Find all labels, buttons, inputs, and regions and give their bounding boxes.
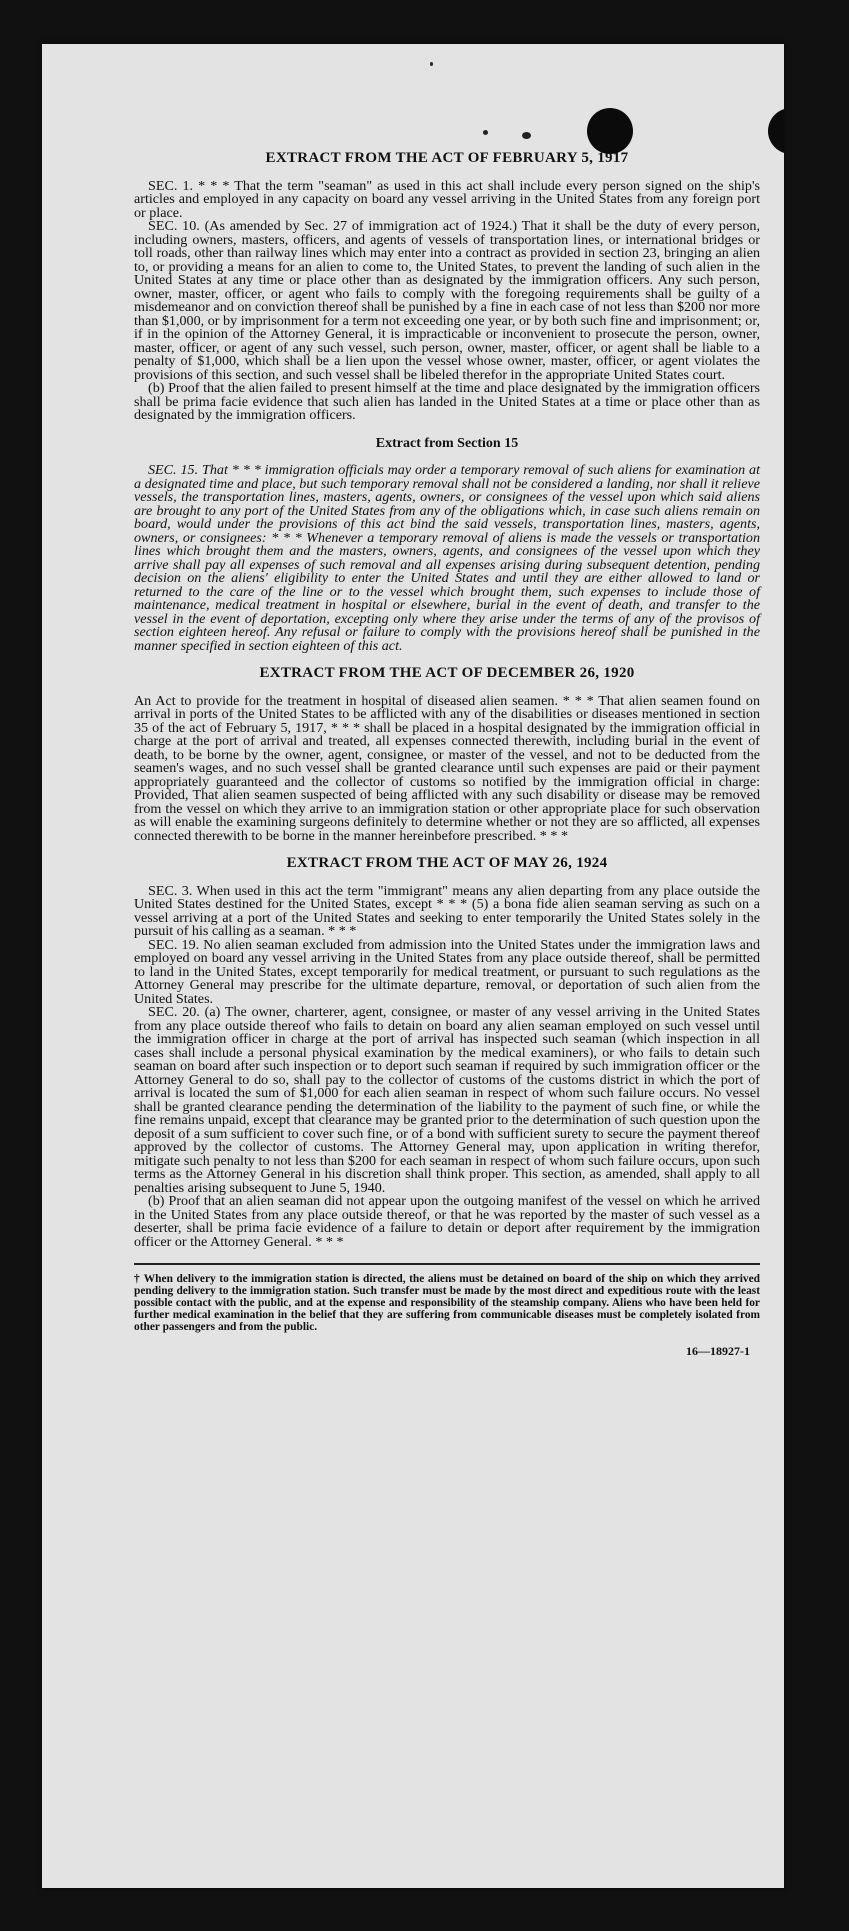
section-heading: EXTRACT FROM THE ACT OF MAY 26, 1924 bbox=[286, 855, 608, 871]
footnote-divider bbox=[134, 1263, 760, 1265]
ink-speck bbox=[522, 132, 531, 139]
paragraph: (b) Proof that the alien failed to present himself at the time and place designated by the immigration officers shall be prima facie evidence that such alien has landed in the United States at a time or place other than as designated by the immigration officers. bbox=[134, 380, 760, 423]
form-number: 16—18927-1 bbox=[686, 1344, 750, 1358]
section-act-1917 bbox=[134, 152, 760, 423]
section-15-extract bbox=[134, 437, 760, 654]
section-heading: EXTRACT FROM THE ACT OF DECEMBER 26, 1920 bbox=[259, 665, 635, 681]
paragraph: SEC. 1. * * * That the term "seaman" as used in this act shall include every person signed on the ship's articles and employed in any capacity on board any vessel arriving in the United States from any foreign port or place. bbox=[134, 177, 760, 221]
section-act-1924 bbox=[134, 857, 760, 1249]
document-body bbox=[134, 152, 760, 1359]
ink-speck bbox=[430, 62, 433, 66]
section-heading: EXTRACT FROM THE ACT OF FEBRUARY 5, 1917 bbox=[265, 150, 629, 166]
punch-hole-right bbox=[768, 108, 784, 154]
paragraph: SEC. 3. When used in this act the term "immigrant" means any alien departing from any place outside the United States destined for the United States, except * * * (5) a bona fide alien seaman serving as such on a vessel arriving at a port of the United States and seeking to enter temporarily the United States solely in the pursuit of his calling as a seaman. * * * bbox=[134, 882, 760, 939]
punch-hole-left bbox=[587, 108, 633, 154]
paragraph: An Act to provide for the treatment in hospital of diseased alien seamen. * * * That alien seamen found on arrival in ports of the United States to be afflicted with any of the disabilities or diseases mentioned in section 35 of the act of February 5, 1917, * * * shall be placed in a hospital designated by the immigration official in charge at the port of arrival and treated, all expenses connected therewith, including burial in the event of death, to be borne by the owner, agent, consignee, or master of the vessel, and not to be deducted from the seamen's wages, and no such vessel shall be granted clearance until such expenses are paid or their payment appropriately guaranteed and the collector of customs so notified by the immigration official in charge: Provided, That alien seamen suspected of being afflicted with any such disability or disease may be removed from the vessel on which they arrive to an immigration station or other appropriate place for such observation as will enable the examining surgeons definitely to determine whether or not they are so afflicted, all expenses connected therewith to be borne in the manner hereinbefore prescribed. * * * bbox=[134, 692, 760, 844]
paragraph: SEC. 19. No alien seaman excluded from admission into the United States under the immigration laws and employed on board any vessel arriving in the United States from any place outside thereof, shall be permitted to land in the United States, except temporarily for medical treatment, or pursuant to such regulations as the Attorney General may prescribe for the ultimate departure, removal, or deportation of such alien from the United States. bbox=[134, 936, 760, 1007]
footnote: † When delivery to the immigration station is directed, the aliens must be detained on board of the ship on which they arrived pending delivery to the immigration station. Such transfer must be made by the most direct and expeditious route with the least possible contact with the public, and at the expense and responsibility of the steamship company. Aliens who have been held for further medical examination in the belief that they are suffering from communicable diseases must be completely isolated from other passengers and from the public. bbox=[134, 1273, 760, 1333]
paragraph: SEC. 20. (a) The owner, charterer, agent, consignee, or master of any vessel arriving in the United States from any place outside thereof who fails to detain on board any alien seaman employed on such vessel until the immigration officer in charge at the port of arrival has inspected such seaman (which inspection in all cases shall include a personal physical examination by the medical examiners), or who fails to detain such seaman on board after such inspection or to deport such seaman if required by such immigration officer or the Attorney General to do so, shall pay to the collector of customs of the customs district in which the port of arrival is located the sum of $1,000 for each alien seaman in respect of whom such failure occurs. No vessel shall be granted clearance pending the determination of the liability to the payment of such fine, or while the fine remains unpaid, except that clearance may be granted prior to the determination of such question upon the deposit of a sum sufficient to cover such fine, or of a bond with sufficient surety to secure the payment thereof approved by the collector of customs. The Attorney General may, upon application in writing therefor, mitigate such penalty to not less than $200 for each seaman in respect of whom such failure occurs, upon such terms as the Attorney General in his discretion shall think proper. This section, as amended, shall apply to all penalties arising subsequent to June 5, 1940. bbox=[134, 1004, 760, 1196]
paragraph: SEC. 15. That * * * immigration officials may order a temporary removal of such aliens for examination at a designated time and place, but such temporary removal shall not be considered a landing, nor shall it relieve vessels, the transportation lines, masters, agents, owners, or consignees of the vessel upon which said aliens are brought to any port of the United States from any of the obligations which, in case such aliens remain on board, would under the provisions of this act bind the said vessels, transportation lines, masters, agents, owners, or consignees: * * * Whenever a temporary removal of aliens is made the vessels or transportation lines which brought them and the masters, owners, agents, and consignees of the vessel upon which they arrive shall pay all expenses of such removal and all expenses arising during subsequent detention, pending decision on the aliens' eligibility to enter the United States and until they are either allowed to land or returned to the care of the line or to the vessel which brought them, such expenses to include those of maintenance, medical treatment in hospital or elsewhere, burial in the event of death, and transfer to the vessel in the event of deportation, excepting only where they arise under the terms of any of the provisos of section eighteen hereof. Any refusal or failure to comply with the provisions hereof shall be punished in the manner specified in section eighteen of this act. bbox=[134, 462, 760, 654]
paragraph: SEC. 10. (As amended by Sec. 27 of immigration act of 1924.) That it shall be the duty of every person, including owners, masters, officers, and agents of vessels of transportation lines, or international bridges or toll roads, other than railway lines which may enter into a contract as provided in section 23, bringing an alien to, or providing a means for an alien to come to, the United States, to prevent the landing of such alien in the United States at any time or place other than as designated by the immigration officers. Any such person, owner, master, officer, or agent who fails to comply with the foregoing requirements shall be guilty of a misdemeanor and on conviction thereof shall be punished by a fine in each case of not less than $200 nor more than $1,000, or by imprisonment for a term not exceeding one year, or by both such fine and imprisonment; or, if in the opinion of the Attorney General, it is impracticable or inconvenient to prosecute the person, owner, master, officer, or agent of any such vessel, such person, owner, master, officer, or agent shall be liable to a penalty of $1,000, which shall be a lien upon the vessel whose owner, master, officer, or agent violates the provisions of this section, and such vessel shall be libeled therefor in the appropriate United States court. bbox=[134, 218, 760, 383]
section-subheading: Extract from Section 15 bbox=[375, 435, 519, 451]
section-act-1920 bbox=[134, 667, 760, 843]
document-page bbox=[42, 44, 784, 1888]
paragraph: (b) Proof that an alien seaman did not appear upon the outgoing manifest of the vessel on which he arrived in the United States from any place outside thereof, or that he was reported by the master of such vessel as a deserter, shall be prima facie evidence of a failure to detain or deport after requirement by the immigration officer or the Attorney General. * * * bbox=[134, 1193, 760, 1250]
ink-speck bbox=[483, 130, 488, 135]
